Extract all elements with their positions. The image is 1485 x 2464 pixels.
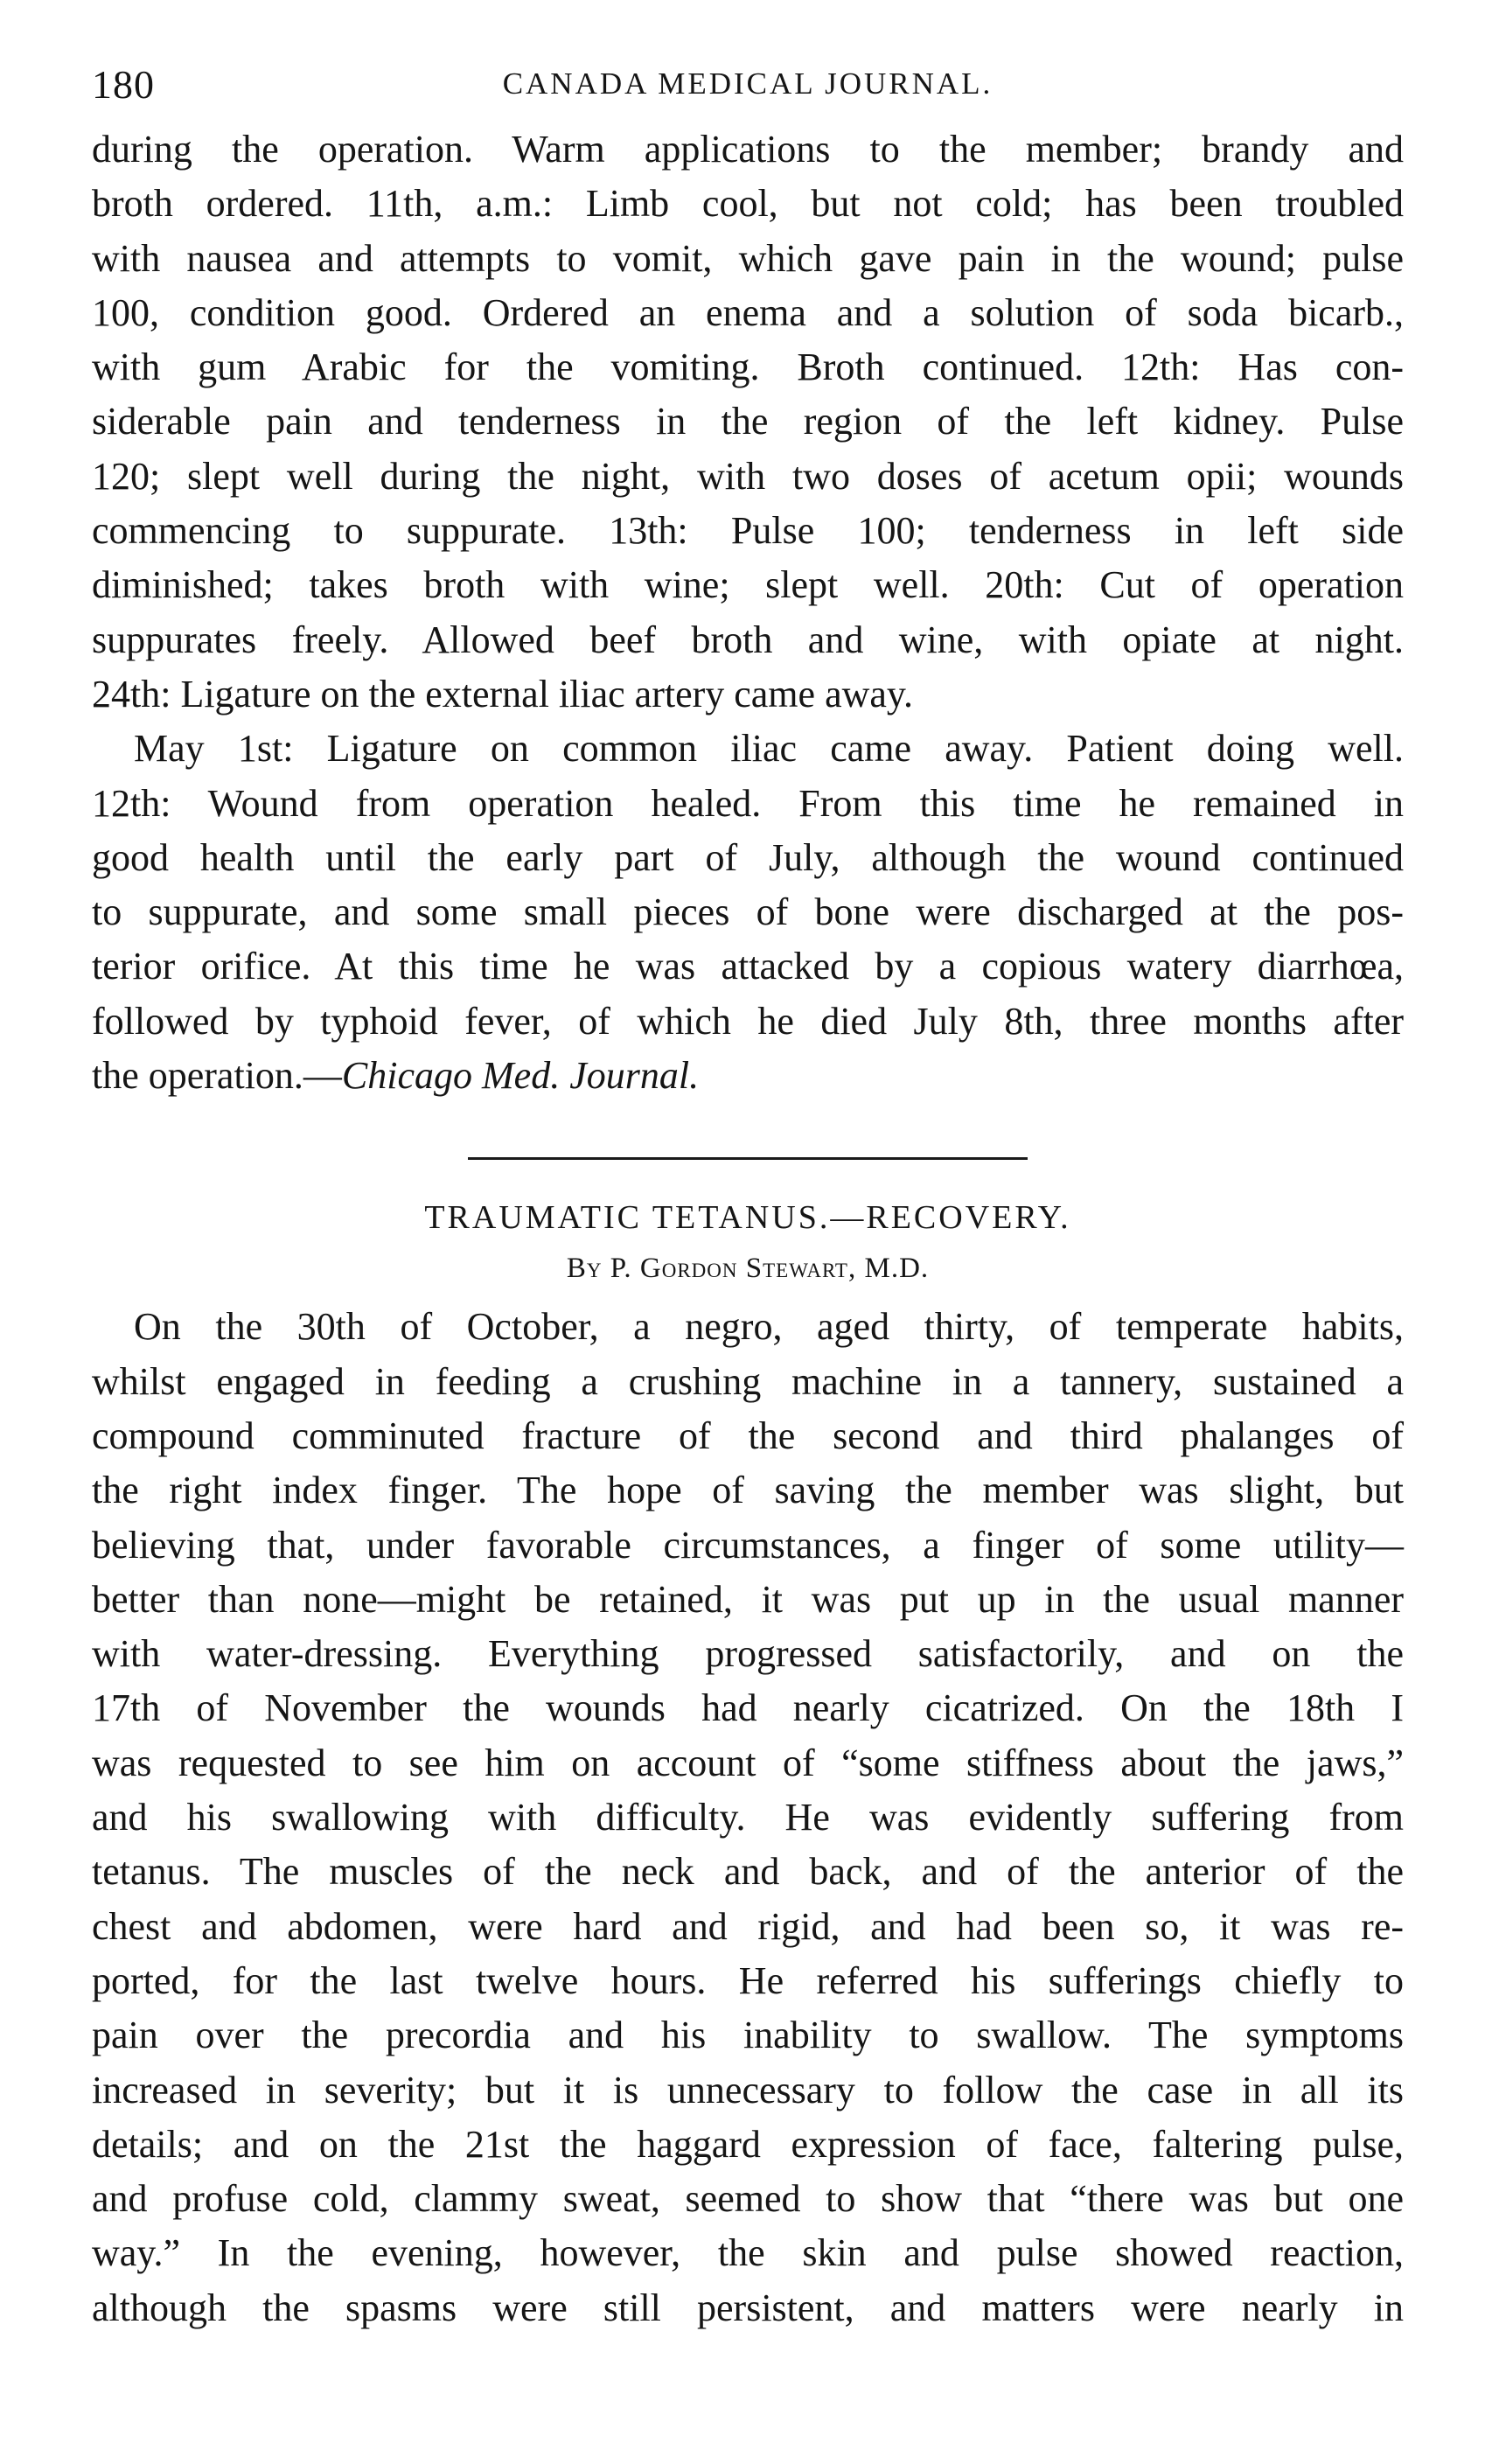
text-line: May 1st: Ligature on common iliac came away. Patient doing well. bbox=[134, 727, 1404, 771]
text-line: to suppurate, and some small pieces of bone were discharged at the pos- bbox=[92, 890, 1404, 934]
text-line: the right index finger. The hope of saving the member was slight, but bbox=[92, 1469, 1404, 1512]
text-line: pain over the precordia and his inability to swallow. The symptoms bbox=[92, 2014, 1404, 2057]
text-line: and profuse cold, clammy sweat, seemed to show that “there was but one bbox=[92, 2177, 1404, 2221]
text-line: broth ordered. 11th, a.m.: Limb cool, but not cold; has been troubled bbox=[92, 182, 1404, 226]
text-line: diminished; takes broth with wine; slept well. 20th: Cut of operation bbox=[92, 563, 1404, 607]
follow-up-paragraph bbox=[92, 722, 1404, 1103]
text-line: way.” In the evening, however, the skin and pulse showed reaction, bbox=[92, 2231, 1404, 2275]
text-line: with gum Arabic for the vomiting. Broth continued. 12th: Has con- bbox=[92, 346, 1404, 389]
journal-page bbox=[92, 61, 1404, 2335]
text-line: 120; slept well during the night, with two doses of acetum opii; wounds bbox=[92, 454, 1404, 498]
text-line: and his swallowing with difficulty. He was evidently suffering from bbox=[92, 1796, 1404, 1839]
page-number: 180 bbox=[92, 62, 155, 107]
text-line: during the operation. Warm applications to the member; brandy and bbox=[92, 128, 1404, 171]
article-title: TRAUMATIC TETANUS.—RECOVERY. bbox=[424, 1199, 1071, 1237]
article-byline: By P. Gordon Stewart, M.D. bbox=[566, 1253, 930, 1285]
text-line: ported, for the last twelve hours. He referred his sufferings chiefly to bbox=[92, 1958, 1404, 2002]
source-citation: Chicago Med. Journal. bbox=[341, 1054, 700, 1098]
text-line: 24th: Ligature on the external iliac artery came away. bbox=[92, 672, 914, 715]
text-line: compound comminuted fracture of the second and third phalanges of bbox=[92, 1413, 1404, 1457]
section-divider bbox=[468, 1157, 1028, 1160]
text-line: with water-dressing. Everything progressed satisfactorily, and on the bbox=[92, 1632, 1404, 1676]
closing-text: the operation.— bbox=[92, 1054, 342, 1098]
text-line: tetanus. The muscles of the neck and back, and of the anterior of the bbox=[92, 1850, 1404, 1894]
text-line: was requested to see him on account of “some stiffness about the jaws,” bbox=[92, 1741, 1404, 1784]
text-line: good health until the early part of July, although the wound continued bbox=[92, 835, 1404, 879]
text-line: whilst engaged in feeding a crushing machine in a tannery, sustained a bbox=[92, 1359, 1404, 1403]
text-line: increased in severity; but it is unnecessary to follow the case in all its bbox=[92, 2068, 1404, 2112]
text-line: On the 30th of October, a negro, aged thirty, of temperate habits, bbox=[134, 1305, 1404, 1349]
text-line: better than none—might be retained, it was put up in the usual manner bbox=[92, 1577, 1404, 1621]
text-line: believing that, under favorable circumstances, a finger of some utility— bbox=[92, 1523, 1404, 1567]
text-line: 17th of November the wounds had nearly cicatrized. On the 18th I bbox=[92, 1686, 1404, 1730]
journal-title: CANADA MEDICAL JOURNAL. bbox=[502, 66, 993, 101]
text-line: with nausea and attempts to vomit, which gave pain in the wound; pulse bbox=[92, 236, 1404, 280]
article-body bbox=[92, 1300, 1404, 2335]
text-line: followed by typhoid fever, of which he died July 8th, three months after bbox=[92, 999, 1404, 1043]
text-line: terior orifice. At this time he was attacked by a copious watery diarrhœa, bbox=[92, 945, 1404, 988]
text-line: details; and on the 21st the haggard expression of face, faltering pulse, bbox=[92, 2122, 1404, 2166]
text-line: although the spasms were still persistent, and matters were nearly in bbox=[92, 2286, 1404, 2329]
text-line: 100, condition good. Ordered an enema and a solution of soda bicarb., bbox=[92, 290, 1404, 334]
continued-paragraph bbox=[92, 122, 1404, 722]
text-line: suppurates freely. Allowed beef broth and wine, with opiate at night. bbox=[92, 618, 1404, 661]
text-line: chest and abdomen, were hard and rigid, and had been so, it was re- bbox=[92, 1904, 1404, 1948]
running-head bbox=[92, 61, 1404, 122]
text-line: siderable pain and tenderness in the region of the left kidney. Pulse bbox=[92, 400, 1404, 443]
closing-line bbox=[92, 1049, 1404, 1103]
text-line: commencing to suppurate. 13th: Pulse 100; tenderness in left side bbox=[92, 509, 1404, 553]
text-line: 12th: Wound from operation healed. From this time he remained in bbox=[92, 781, 1404, 825]
